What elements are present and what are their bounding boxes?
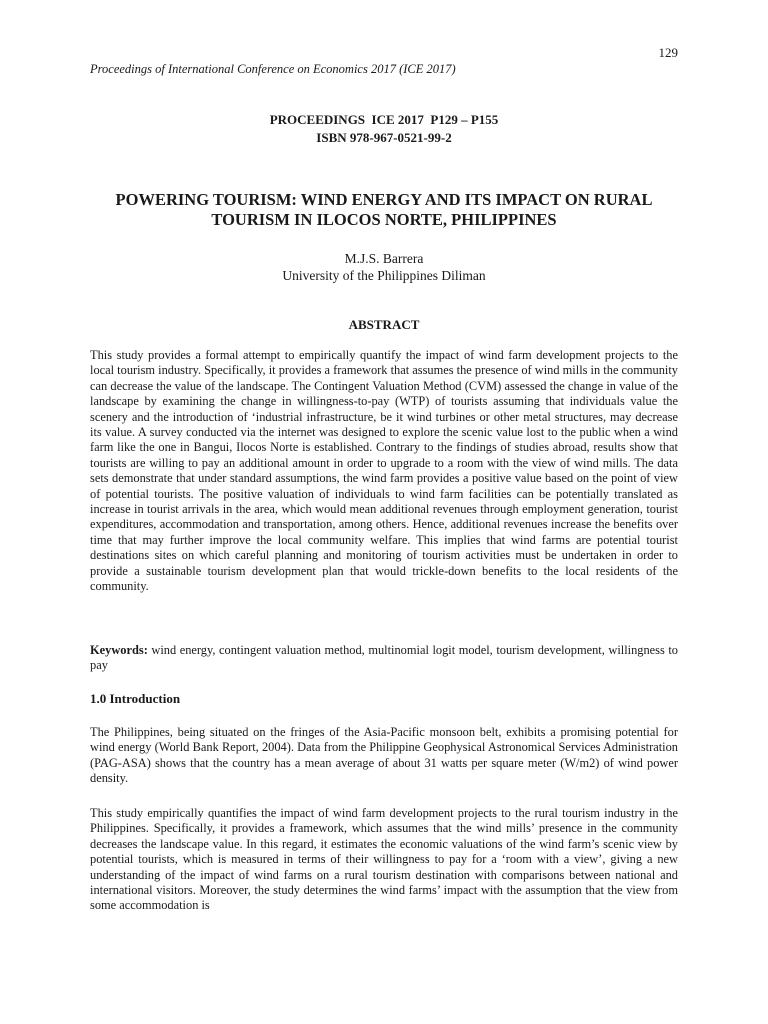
title-line-1: POWERING TOURISM: WIND ENERGY AND ITS IMPACT ON RURAL: [115, 190, 653, 209]
proceedings-line: PROCEEDINGS ICE 2017 P129 – P155: [269, 112, 499, 127]
page-number: 129: [658, 45, 678, 60]
intro-paragraph-1: The Philippines, being situated on the fringes of the Asia-Pacific monsoon belt, exhibits a promising potential for wind energy (World Bank Report, 2004). Data from the Philippine Geophysical Astronomical Services Administration (PAG-ASA) shows that the country has a mean average of about 31 watts per square meter (W/m2) of wind power density.: [90, 725, 678, 786]
author-name: M.J.S. Barrera: [344, 251, 424, 266]
abstract-body: This study provides a formal attempt to empirically quantify the impact of wind farm development projects to the local tourism industry. Specifically, it provides a framework that assumes the presence of wind mills in the community can decrease the value of the landscape. The Contingent Valuation Method (CVM) assessed the change in value of the landscape by examining the change in willingness-to-pay (WTP) of tourists assuming that individuals value the scenery and the introduction of ‘industrial infrastructure, be it wind turbines or other metal structures, may decrease its value. A survey conducted via the internet was designed to explore the scenic value lost to the public when a wind farm like the one in Bangui, Ilocos Norte is established. Contrary to the findings of studies abroad, results show that tourists are willing to pay an additional amount in order to upgrade to a room with the view of wind mills. The data sets demonstrate that under standard assumptions, the wind farm provides a positive value based on the point of view of potential tourists. The positive valuation of individuals to wind farm facilities can be potentially translated as increase in tourist arrivals in the area, which would mean additional revenues through employment generation, tourist expenditures, accommodation and transportation, among others. Hence, additional revenues increase the benefits over time that may further improve the local community welfare. This implies that wind farms are potential tourist destinations sites on which careful planning and monitoring of tourism activities must be undertaken in order to provide a sustainable tourism development plan that would trickle-down benefits to the local residents of the community.: [90, 348, 678, 594]
isbn-line: ISBN 978-967-0521-99-2: [316, 130, 452, 145]
abstract-heading: ABSTRACT: [348, 317, 420, 332]
title-line-2: TOURISM IN ILOCOS NORTE, PHILIPPINES: [211, 210, 557, 229]
author-block: [90, 250, 678, 284]
proceedings-info: [90, 111, 678, 147]
running-head: Proceedings of International Conference on Economics 2017 (ICE 2017): [90, 62, 456, 76]
keywords-label: Keywords:: [90, 643, 148, 657]
keywords-text: wind energy, contingent valuation method, multinomial logit model, tourism development, willingness to pay: [90, 643, 678, 673]
author-affiliation: University of the Philippines Diliman: [282, 268, 486, 283]
keywords: [90, 643, 678, 674]
intro-paragraph-2: This study empirically quantifies the impact of wind farm development projects to the rural tourism industry in the Philippines. Specifically, it provides a framework, which assumes that the wind mills’ presence in the community decreases the landscape value. In this regard, it estimates the economic valuations of the wind farm’s scenic view by potential tourists, which is measured in terms of their willingness to pay for a ‘room with a view’, giving a new understanding of the impact of wind farms on a rural tourism destination with comparisons between national and international visitors. Moreover, the study determines the wind farms’ impact with the assumption that the view from some accommodation is: [90, 806, 678, 913]
section-heading-introduction: 1.0 Introduction: [90, 691, 181, 706]
paper-title: [90, 190, 678, 230]
